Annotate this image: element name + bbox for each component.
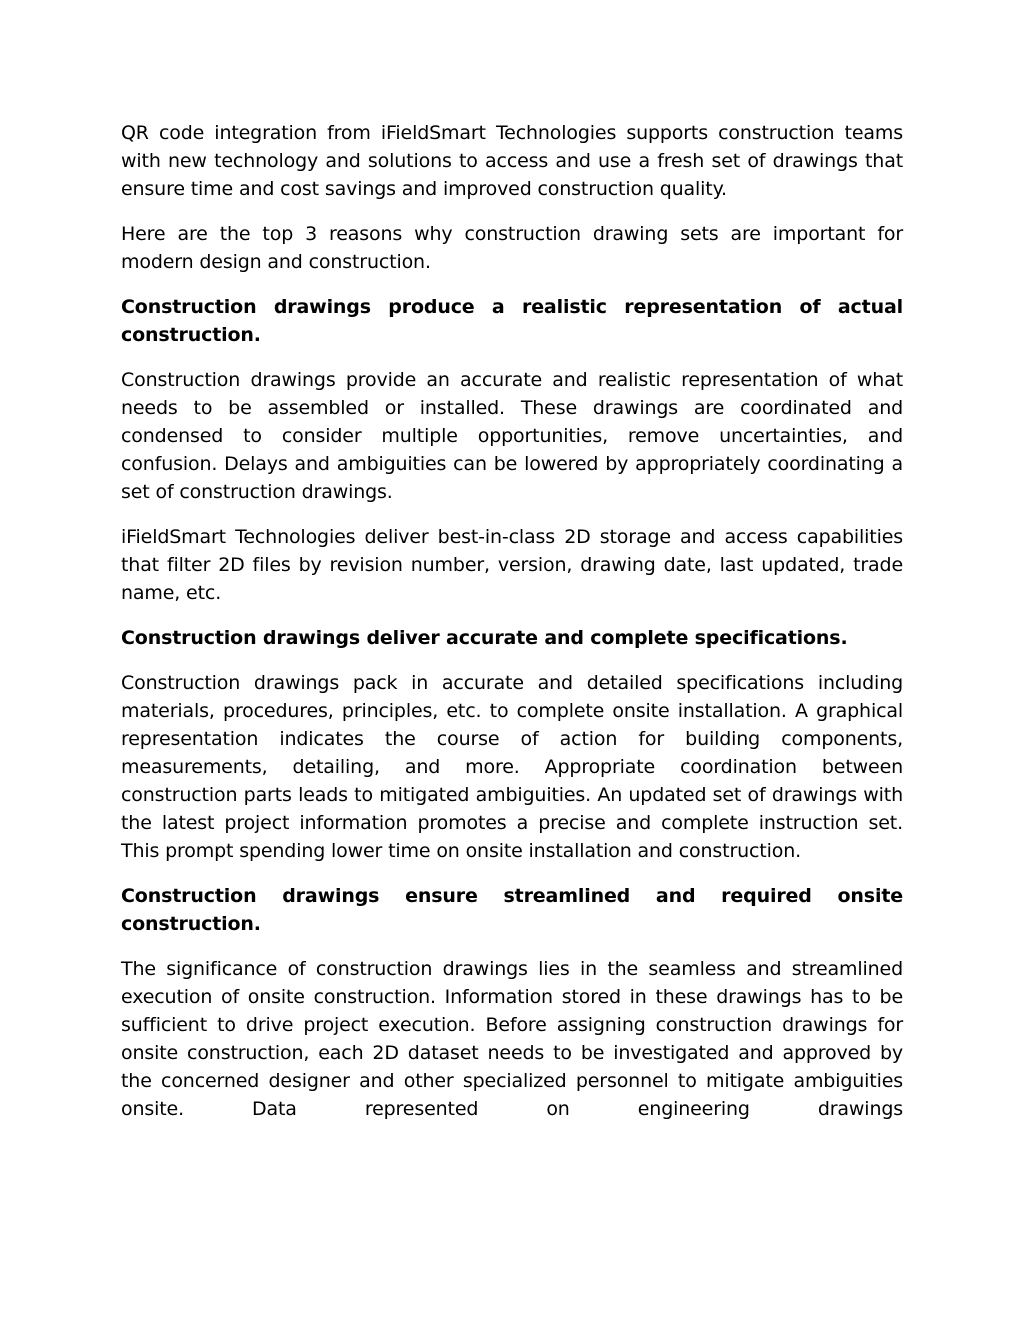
- realistic-representation-paragraph: Construction drawings provide an accurate and realistic representation of what needs to be assembled or installed. These drawings are coordinated and condensed to consider multiple opportunities, remove uncertainties, and confusion. Delays and ambiguities can be lowered by appropriately coordinating a set of construction drawings.: [121, 369, 903, 503]
- document-page: [121, 119, 903, 1140]
- top-reasons-paragraph: Here are the top 3 reasons why construction drawing sets are important for modern design and construction.: [121, 223, 903, 273]
- section-heading-specifications: Construction drawings deliver accurate and complete specifications.: [121, 627, 848, 649]
- section-heading-realistic-representation: Construction drawings produce a realistic representation of actual construction.: [121, 296, 903, 346]
- specifications-paragraph: Construction drawings pack in accurate and detailed specifications including materials, procedures, principles, etc. to complete onsite installation. A graphical representation indicates the course of action for building components, measurements, detailing, and more. Appropriate coordination between construction parts leads to mitigated ambiguities. An updated set of drawings with the latest project information promotes a precise and complete instruction set. This prompt spending lower time on onsite installation and construction.: [121, 672, 903, 862]
- storage-access-paragraph: iFieldSmart Technologies deliver best-in-class 2D storage and access capabilities that filter 2D files by revision number, version, drawing date, last updated, trade name, etc.: [121, 526, 903, 604]
- onsite-construction-paragraph: The significance of construction drawings lies in the seamless and streamlined execution of onsite construction. Information stored in these drawings has to be sufficient to drive project execution. Before assigning construction drawings for onsite construction, each 2D dataset needs to be investigated and approved by the concerned designer and other specialized personnel to mitigate ambiguities onsite. Data represented on engineering drawings: [121, 958, 903, 1120]
- section-heading-onsite-construction: Construction drawings ensure streamlined and required onsite construction.: [121, 885, 903, 935]
- intro-paragraph: QR code integration from iFieldSmart Technologies supports construction teams with new technology and solutions to access and use a fresh set of drawings that ensure time and cost savings and improved construction quality.: [121, 122, 903, 200]
